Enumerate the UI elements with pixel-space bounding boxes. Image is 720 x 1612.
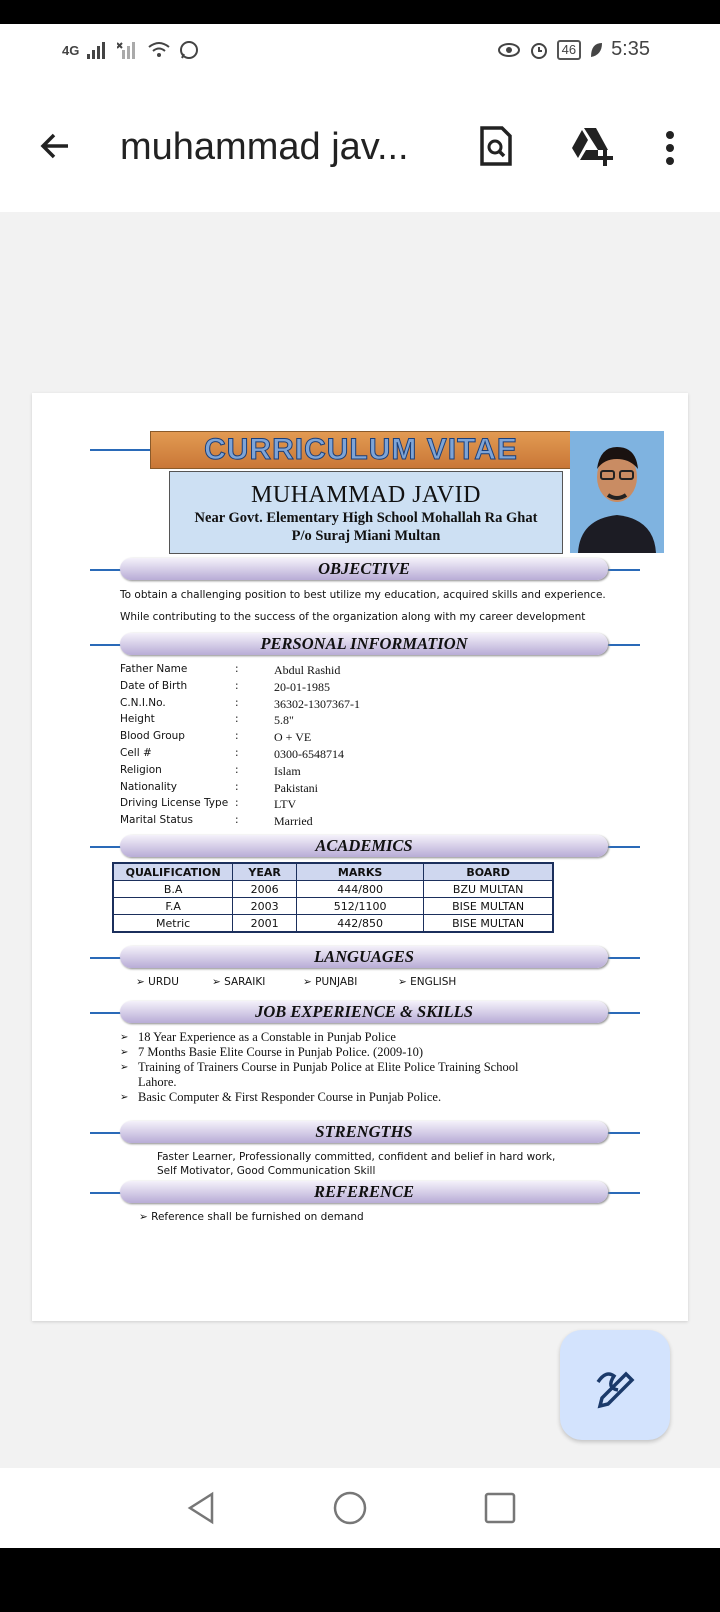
system-nav-bar bbox=[0, 1468, 720, 1548]
section-title: LANGUAGES bbox=[314, 947, 414, 966]
info-value: Pakistani bbox=[274, 780, 318, 795]
info-colon: : bbox=[235, 730, 239, 743]
edit-pen-icon bbox=[560, 1330, 670, 1440]
info-colon: : bbox=[235, 814, 239, 827]
section-strengths bbox=[90, 1121, 640, 1145]
info-label: Date of Birth bbox=[120, 679, 188, 692]
table-header: QUALIFICATION bbox=[113, 863, 233, 881]
section-reference bbox=[90, 1181, 640, 1205]
clock-time: 5:35 bbox=[611, 38, 650, 60]
table-cell: BISE MULTAN bbox=[424, 915, 553, 933]
bullet-arrow-icon: ➢ bbox=[398, 976, 411, 988]
section-title: STRENGTHS bbox=[315, 1122, 413, 1141]
nav-recents-button[interactable] bbox=[482, 1490, 518, 1526]
info-label: Height bbox=[120, 713, 155, 726]
table-header-row bbox=[113, 863, 553, 881]
list-item: ➢ 7 Months Basie Elite Course in Punjab Police. (2009-10) bbox=[120, 1045, 424, 1059]
document-page bbox=[32, 393, 688, 1321]
table-cell: 2001 bbox=[233, 915, 297, 933]
app-bar bbox=[0, 82, 720, 212]
info-value: 36302-1307367-1 bbox=[274, 696, 360, 711]
info-row bbox=[120, 680, 580, 696]
info-row bbox=[120, 764, 580, 780]
nav-home-button[interactable] bbox=[332, 1490, 368, 1526]
nav-back-button[interactable] bbox=[184, 1490, 220, 1526]
address-line-2: P/o Suraj Miani Multan bbox=[291, 528, 441, 544]
info-label: Marital Status bbox=[120, 814, 193, 827]
candidate-name: MUHAMMAD JAVID bbox=[251, 482, 481, 508]
table-header: BOARD bbox=[424, 863, 553, 881]
section-title: PERSONAL INFORMATION bbox=[260, 634, 468, 653]
title-rule bbox=[90, 449, 150, 451]
strengths-line-1: Faster Learner, Professionally committed, confident and belief in hard work, bbox=[157, 1151, 556, 1163]
table-cell: 444/800 bbox=[296, 881, 423, 898]
name-box bbox=[169, 471, 563, 554]
strengths-line-2: Self Motivator, Good Communication Skill bbox=[157, 1165, 376, 1177]
info-label: Driving License Type bbox=[120, 797, 229, 810]
drive-add-icon bbox=[568, 124, 616, 168]
info-value: 0300-6548714 bbox=[274, 747, 344, 761]
bottom-black-bar bbox=[0, 1548, 720, 1612]
language-item: ➢ PUNJABI bbox=[303, 976, 358, 988]
info-colon: : bbox=[235, 663, 239, 675]
bullet-arrow-icon: ➢ bbox=[212, 976, 225, 988]
alarm-icon bbox=[529, 40, 549, 60]
section-title: ACADEMICS bbox=[315, 836, 413, 855]
info-row bbox=[120, 781, 580, 797]
leaf-icon bbox=[589, 41, 603, 59]
bullet-arrow-icon: ➢ bbox=[120, 1047, 129, 1058]
table-cell: 2006 bbox=[233, 881, 297, 898]
objective-line-1: To obtain a challenging position to best utilize my education, acquired skills and experience. bbox=[120, 589, 606, 601]
table-cell: 442/850 bbox=[296, 915, 423, 933]
eye-icon bbox=[497, 41, 521, 59]
section-title: JOB EXPERIENCE & SKILLS bbox=[255, 1002, 473, 1021]
info-colon: : bbox=[235, 780, 239, 793]
signal-no-service-icon bbox=[117, 41, 139, 59]
language-item: ➢ ENGLISH bbox=[398, 976, 457, 988]
wifi-icon bbox=[147, 41, 171, 59]
info-value: Abdul Rashid bbox=[274, 663, 341, 677]
academics-table bbox=[112, 862, 554, 933]
table-cell: BZU MULTAN bbox=[424, 881, 553, 898]
info-colon: : bbox=[235, 747, 239, 759]
bullet-arrow-icon: ➢ bbox=[120, 1092, 129, 1103]
more-vert-icon bbox=[660, 131, 680, 165]
battery-level: 46 bbox=[557, 40, 581, 60]
whatsapp-icon bbox=[179, 40, 199, 60]
list-item: ➢ 18 Year Experience as a Constable in Punjab Police bbox=[120, 1030, 396, 1044]
info-row bbox=[120, 747, 580, 763]
info-value: 5.8" bbox=[274, 713, 294, 728]
info-value: LTV bbox=[274, 797, 297, 812]
section-job-experience bbox=[90, 1001, 640, 1025]
nav-recents-icon bbox=[482, 1490, 518, 1526]
info-row bbox=[120, 713, 580, 729]
info-label: C.N.I.No. bbox=[120, 696, 166, 709]
bullet-arrow-icon: ➢ bbox=[120, 1032, 129, 1043]
info-label: Cell # bbox=[120, 747, 152, 759]
info-label: Nationality bbox=[120, 780, 178, 793]
objective-line-2: While contributing to the success of the organization along with my career development bbox=[120, 611, 586, 623]
table-cell: 2003 bbox=[233, 898, 297, 915]
list-item: ➢ Basic Computer & First Responder Course in Punjab Police. bbox=[120, 1090, 442, 1104]
status-right bbox=[497, 38, 650, 61]
bullet-arrow-icon: ➢ bbox=[139, 1211, 152, 1223]
document-title: muhammad jav... bbox=[120, 126, 409, 168]
info-label: Religion bbox=[120, 763, 162, 776]
info-colon: : bbox=[235, 696, 239, 709]
info-value: Islam bbox=[274, 763, 301, 778]
signal-icon bbox=[87, 41, 109, 59]
back-button[interactable] bbox=[36, 126, 76, 166]
table-cell: 512/1100 bbox=[296, 898, 423, 915]
language-item: ➢ SARAIKI bbox=[212, 976, 266, 988]
table-row bbox=[113, 915, 553, 933]
info-colon: : bbox=[235, 679, 239, 692]
table-row bbox=[113, 881, 553, 898]
bullet-arrow-icon: ➢ bbox=[303, 976, 316, 988]
nav-home-icon bbox=[332, 1490, 368, 1526]
network-label: 4G bbox=[62, 42, 80, 58]
section-title: OBJECTIVE bbox=[318, 559, 410, 578]
info-colon: : bbox=[235, 713, 239, 726]
table-cell: BISE MULTAN bbox=[424, 898, 553, 915]
reference-item: ➢ Reference shall be furnished on demand bbox=[139, 1211, 364, 1223]
table-row bbox=[113, 898, 553, 915]
info-label: Blood Group bbox=[120, 730, 185, 743]
bullet-arrow-icon: ➢ bbox=[120, 1062, 129, 1073]
back-arrow-icon bbox=[36, 126, 76, 166]
profile-photo bbox=[570, 431, 664, 553]
info-value: 20-01-1985 bbox=[274, 679, 330, 694]
info-label: Father Name bbox=[120, 663, 188, 675]
section-personal-information bbox=[90, 633, 640, 657]
language-item: ➢ URDU bbox=[136, 976, 179, 988]
status-left bbox=[62, 40, 199, 60]
info-colon: : bbox=[235, 797, 239, 810]
more-options-button[interactable] bbox=[660, 126, 680, 170]
find-in-document-button[interactable] bbox=[474, 124, 518, 168]
bullet-arrow-icon: ➢ bbox=[136, 976, 149, 988]
section-objective bbox=[90, 558, 640, 582]
info-row bbox=[120, 797, 580, 813]
info-row bbox=[120, 697, 580, 713]
save-to-drive-button[interactable] bbox=[568, 124, 612, 168]
list-item: ➢ Training of Trainers Course in Punjab Police at Elite Police Training School Lahore. bbox=[120, 1060, 519, 1089]
status-bar bbox=[0, 24, 720, 82]
table-cell: B.A bbox=[113, 881, 233, 898]
edit-fab-button[interactable] bbox=[560, 1330, 670, 1440]
info-value: O + VE bbox=[274, 730, 312, 745]
info-row bbox=[120, 814, 580, 830]
info-row bbox=[120, 730, 580, 746]
info-value: Married bbox=[274, 814, 313, 829]
info-colon: : bbox=[235, 763, 239, 776]
top-black-bar bbox=[0, 0, 720, 24]
address-line-1: Near Govt. Elementary High School Mohallah Ra Ghat bbox=[194, 510, 538, 526]
section-title: REFERENCE bbox=[314, 1182, 414, 1201]
section-languages bbox=[90, 946, 640, 970]
cv-header: CURRICULUM VITAE bbox=[204, 433, 518, 466]
table-cell: F.A bbox=[113, 898, 233, 915]
cv-header-bar bbox=[150, 431, 572, 469]
section-academics bbox=[90, 835, 640, 859]
nav-back-icon bbox=[184, 1490, 220, 1526]
table-cell: Metric bbox=[113, 915, 233, 933]
search-document-icon bbox=[474, 124, 518, 168]
table-header: YEAR bbox=[233, 863, 297, 881]
info-row bbox=[120, 663, 580, 679]
table-header: MARKS bbox=[296, 863, 423, 881]
